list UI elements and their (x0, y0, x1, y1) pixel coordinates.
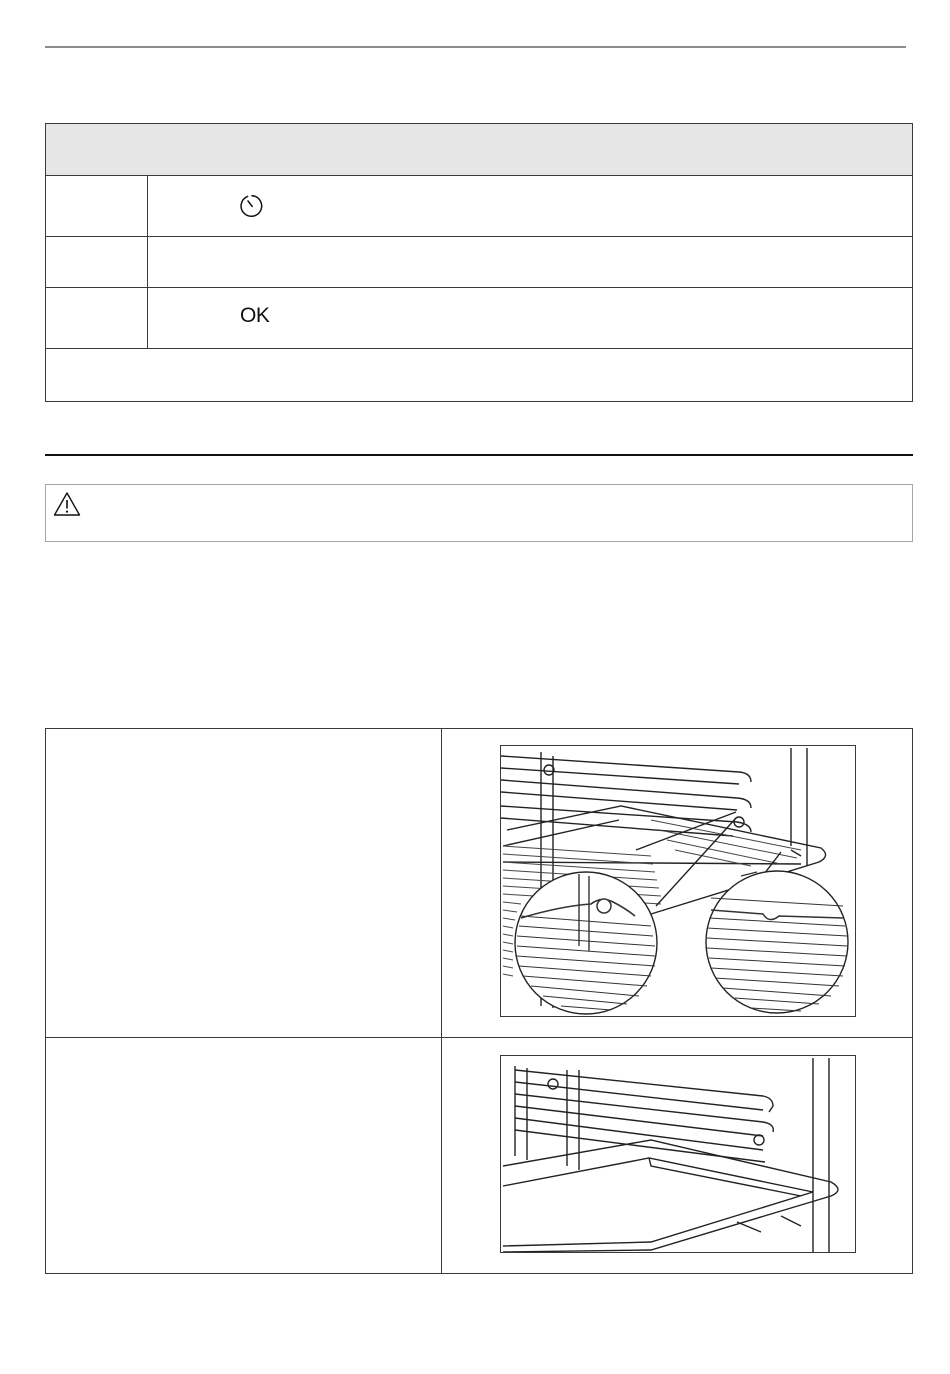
step-description-cell (148, 288, 912, 348)
timer-icon (239, 193, 265, 219)
baking-tray-insertion-illustration (500, 1055, 856, 1253)
step-row (46, 288, 912, 349)
section-heading-rule (45, 454, 913, 456)
steps-table-footer (46, 349, 912, 401)
step-description-cell (148, 176, 912, 236)
top-rule (45, 46, 906, 48)
warning-triangle-icon (53, 491, 81, 517)
step-description-cell (148, 237, 912, 287)
step-row (46, 237, 912, 288)
accessories-installation-table (45, 728, 913, 1274)
step-number-cell (46, 176, 148, 236)
install-row-wire-shelf (46, 729, 912, 1038)
steps-table-header (46, 124, 912, 176)
step-number-cell (46, 288, 148, 348)
ok-button-symbol: OK (240, 304, 270, 327)
steps-table (45, 123, 913, 402)
step-number-cell (46, 237, 148, 287)
step-row (46, 176, 912, 237)
warning-box (45, 484, 913, 542)
install-row-baking-tray (46, 1038, 912, 1273)
wire-shelf-insertion-illustration (500, 745, 856, 1017)
